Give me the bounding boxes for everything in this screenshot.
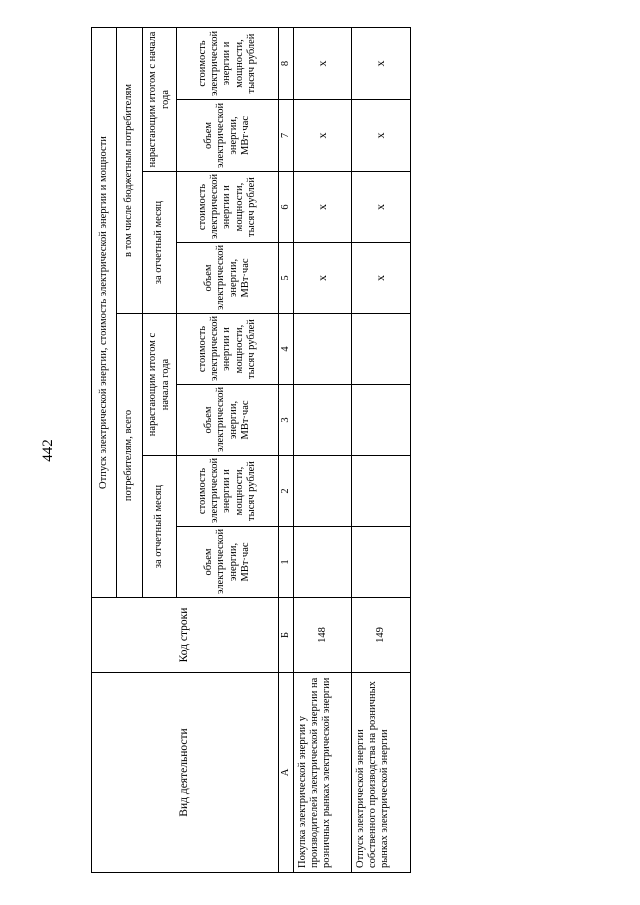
row-149-col-7: х xyxy=(352,100,411,172)
marker-4: 4 xyxy=(279,314,294,385)
header-activity: Вид деятельности xyxy=(92,673,279,873)
row-148-code: 148 xyxy=(294,598,352,673)
header-volume-1: объем электрической энергии, МВт·час xyxy=(177,527,279,598)
marker-2: 2 xyxy=(279,456,294,527)
row-149-col-3 xyxy=(352,385,411,456)
row-148-col-4 xyxy=(294,314,352,385)
page-number xyxy=(38,432,58,468)
row-148-col-8: х xyxy=(294,28,352,100)
marker-6: 6 xyxy=(279,172,294,243)
header-main-group: Отпуск электрической энергии, стоимость электрической энергии и мощности xyxy=(92,28,117,598)
row-148-col-2 xyxy=(294,456,352,527)
row-149-col-2 xyxy=(352,456,411,527)
row-149-col-4 xyxy=(352,314,411,385)
header-code: Код строки xyxy=(92,598,279,673)
marker-b: Б xyxy=(279,598,294,673)
marker-5: 5 xyxy=(279,243,294,314)
header-budget-consumers: в том числе бюджетным потребителям xyxy=(117,28,143,314)
column-marker-row xyxy=(279,28,294,873)
row-148-col-3 xyxy=(294,385,352,456)
page-number-text: 442 xyxy=(39,438,56,462)
header-volume-3: объем электрической энергии, МВт·час xyxy=(177,385,279,456)
header-month-budget: за отчетный месяц xyxy=(143,172,177,314)
header-cost-4: стоимость электрической энергии и мощности, тысяч рублей xyxy=(177,314,279,385)
header-cumulative-total: нарастающим итогом с начала года xyxy=(143,314,177,456)
row-149-col-1 xyxy=(352,527,411,598)
row-148-activity: Покупка электрической энергии у производителей электрической энергии на розничных рынках электрической энергии xyxy=(294,673,352,873)
header-consumers-total: потребителям, всего xyxy=(117,314,143,598)
marker-3: 3 xyxy=(279,385,294,456)
row-149-col-6: х xyxy=(352,172,411,243)
header-cost-8: стоимость электрической энергии и мощности, тысяч рублей xyxy=(177,28,279,100)
table-row xyxy=(294,28,352,873)
header-volume-5: объем электрической энергии, МВт·час xyxy=(177,243,279,314)
row-148-col-7: х xyxy=(294,100,352,172)
rotated-form xyxy=(91,28,409,873)
row-149-col-8: х xyxy=(352,28,411,100)
header-cost-2: стоимость электрической энергии и мощности, тысяч рублей xyxy=(177,456,279,527)
row-149-col-5: х xyxy=(352,243,411,314)
row-148-col-5: х xyxy=(294,243,352,314)
row-149-activity: Отпуск электрической энергии собственного производства на розничных рынках электрической энергии xyxy=(352,673,411,873)
row-148-col-1 xyxy=(294,527,352,598)
header-volume-7: объем электрической энергии, МВт·час xyxy=(177,100,279,172)
header-cost-6: стоимость электрической энергии и мощности, тысяч рублей xyxy=(177,172,279,243)
row-149-code: 149 xyxy=(352,598,411,673)
marker-1: 1 xyxy=(279,527,294,598)
header-cumulative-budget: нарастающим итогом с начала года xyxy=(143,28,177,172)
table-row xyxy=(352,28,411,873)
marker-8: 8 xyxy=(279,28,294,100)
marker-7: 7 xyxy=(279,100,294,172)
marker-a: А xyxy=(279,673,294,873)
header-month-total: за отчетный месяц xyxy=(143,456,177,598)
energy-form-table xyxy=(91,27,411,873)
row-148-col-6: х xyxy=(294,172,352,243)
header-row-1 xyxy=(92,28,117,873)
